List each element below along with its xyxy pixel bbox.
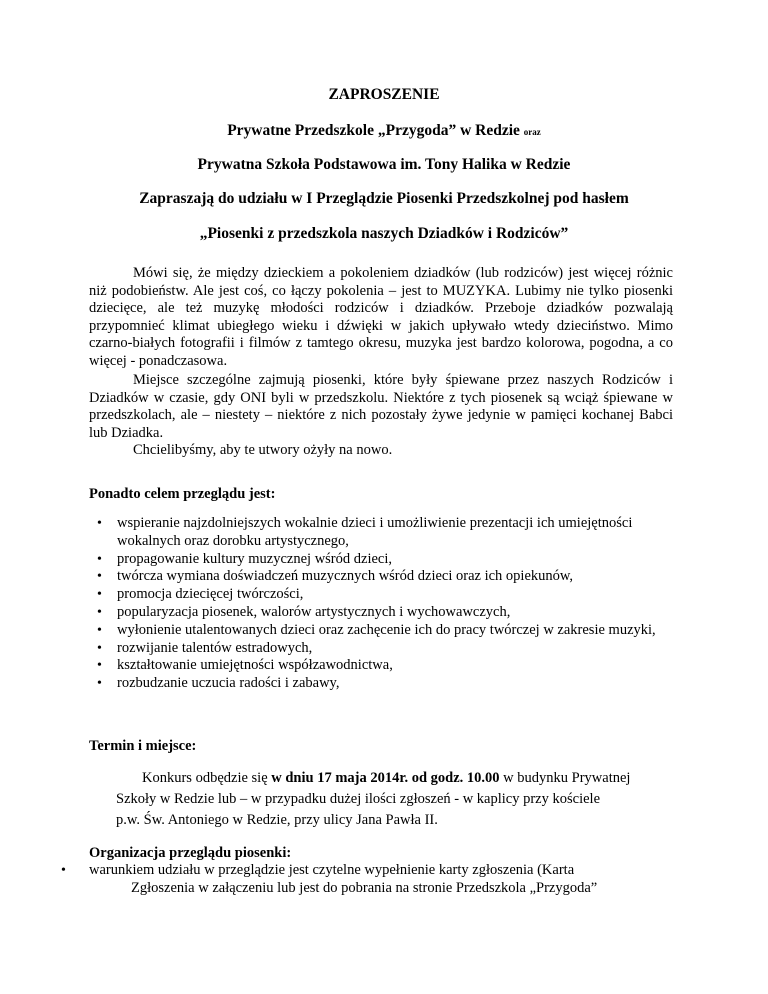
intro-paragraph-1: Mówi się, że między dzieckiem a pokoleniem dziadków (lub rodziców) jest więcej różnic niż podobieństw. Ale jest coś, co łączy pokolenia – jest to MUZYKA. Lubimy nie tylko piosenki dziecięce, ale też muzykę młodości rodziców i dziadków. Przeboje dziadków pozwalają przypomnieć klimat ubiegłego wieku i dźwięki w jakich upływało wtedy dzieciństwo. Mimo czarno-białych fotografii i filmów z tamtego okresu, muzyka jest bardzo kolorowa, pogodna, a co więcej - ponadczasowa. bbox=[89, 265, 673, 369]
venue-line-3: p.w. Św. Antoniego w Redzie, przy ulicy Jana Pawła II. bbox=[116, 812, 438, 828]
venue-date-time: w dniu 17 maja 2014r. od godz. 10.00 bbox=[271, 770, 500, 786]
list-item: • rozwijanie talentów estradowych, bbox=[89, 640, 669, 658]
list-item: • wspieranie najzdolniejszych wokalnie dzieci i umożliwienie prezentacji ich umiejętności wokalnych oraz dorobku artystycznego, bbox=[89, 515, 669, 551]
header-line-1 bbox=[0, 122, 768, 140]
list-item: • popularyzacja piosenek, walorów artystycznych i wychowawczych, bbox=[89, 604, 669, 622]
venue-line-1 bbox=[116, 768, 676, 789]
venue-line-2: Szkoły w Redzie lub – w przypadku dużej ilości zgłoszeń - w kaplicy przy kościele bbox=[116, 791, 601, 807]
venue-text bbox=[116, 768, 676, 831]
bullet-icon: • bbox=[61, 863, 66, 878]
header-line-1-small: oraz bbox=[523, 127, 541, 137]
header-line-3: Zapraszają do udziału w I Przeglądzie Piosenki Przedszkolnej pod hasłem bbox=[139, 190, 629, 207]
list-item: • promocja dziecięcej twórczości, bbox=[89, 586, 669, 604]
intro-paragraph-3: Chcielibyśmy, aby te utwory ożyły na nowo. bbox=[133, 442, 393, 458]
venue-heading: Termin i miejsce: bbox=[89, 738, 197, 754]
list-item: • kształtowanie umiejętności współzawodnictwa, bbox=[89, 657, 669, 675]
list-item: • propagowanie kultury muzycznej wśród dzieci, bbox=[89, 551, 669, 569]
organization-item bbox=[61, 862, 689, 897]
goals-heading: Ponadto celem przeglądu jest: bbox=[89, 486, 276, 502]
list-item: • wyłonienie utalentowanych dzieci oraz zachęcenie ich do pracy twórczej w zakresie muzyki, bbox=[89, 622, 669, 640]
list-item: • rozbudzanie uczucia radości i zabawy, bbox=[89, 675, 669, 693]
intro-paragraph-2: Miejsce szczególne zajmują piosenki, które były śpiewane przez naszych Rodziców i Dziadków w czasie, gdy ONI byli w przedszkolu. Niektóre z tych piosenek są wciąż śpiewane w przedszkolach, ale – niestety – niektóre z nich pozostały żywe jedynie w pamięci kochanej Babci lub Dziadka. bbox=[89, 372, 673, 441]
venue-text-after: w budynku Prywatnej bbox=[499, 770, 631, 786]
organization-item-line-2: Zgłoszenia w załączeniu lub jest do pobrania na stronie Przedszkola „Przygoda” bbox=[131, 879, 598, 896]
organization-item-line-1: warunkiem udziału w przeglądzie jest czytelne wypełnienie karty zgłoszenia (Karta bbox=[89, 862, 575, 878]
header-line-4: „Piosenki z przedszkola naszych Dziadków i Rodziców” bbox=[199, 225, 569, 242]
list-item: • twórcza wymiana doświadczeń muzycznych wśród dzieci oraz ich opiekunów, bbox=[89, 568, 669, 586]
header-line-1-main: Prywatne Przedszkole „Przygoda” w Redzie bbox=[227, 122, 520, 139]
goals-list bbox=[89, 515, 669, 693]
venue-text-before: Konkurs odbędzie się bbox=[142, 770, 272, 786]
header-line-2: Prywatna Szkoła Podstawowa im. Tony Halika w Redzie bbox=[197, 156, 571, 173]
document-title: ZAPROSZENIE bbox=[328, 86, 440, 103]
organization-heading: Organizacja przeglądu piosenki: bbox=[89, 845, 292, 861]
